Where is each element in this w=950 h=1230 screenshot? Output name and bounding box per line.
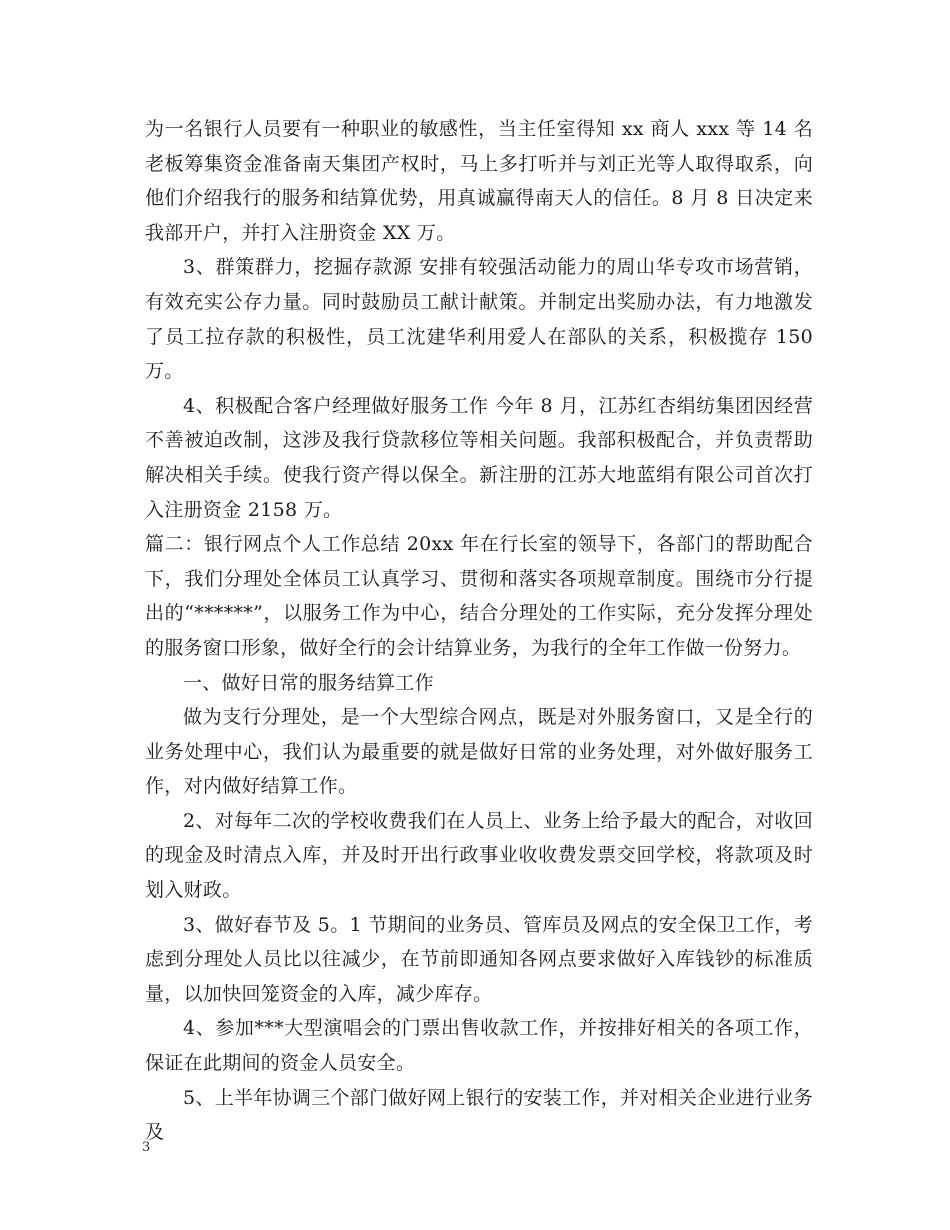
paragraph: 2、对每年二次的学校收费我们在人员上、业务上给予最大的配合，对收回的现金及时清点入库，并及时开出行政事业收收费发票交回学校，将款项及时划入财政。 <box>145 809 813 902</box>
paragraph: 做为支行分理处，是一个大型综合网点，既是对外服务窗口，又是全行的业务处理中心，我们认为最重要的就是做好日常的业务处理，对外做好服务工作，对内做好结算工作。 <box>145 706 813 798</box>
section-heading: 一、做好日常的服务结算工作 <box>183 671 434 694</box>
paragraph: 3、群策群力，挖掘存款源 安排有较强活动能力的周山华专攻市场营销，有效充实公存力量。同时鼓励员工献计献策。并制定出奖励办法，有力地激发了员工拉存款的积极性，员工沈建华利用爱人在部队的关系，积极揽存 150 万。 <box>145 256 813 383</box>
paragraph: 4、积极配合客户经理做好服务工作 今年 8 月，江苏红杏绢纺集团因经营不善被迫改制，这涉及我行贷款移位等相关问题。我部积极配合，并负责帮助解决相关手续。使我行资产得以保全。新注册的江苏大地蓝绢有限公司首次打入注册资金 2158 万。 <box>145 394 813 521</box>
page-number: 3 <box>142 1140 151 1155</box>
document-body <box>145 112 813 1150</box>
paragraph: 为一名银行人员要有一种职业的敏感性，当主任室得知 xx 商人 xxx 等 14 名老板筹集资金准备南天集团产权时，马上多打听并与刘正光等人取得取系，向他们介绍我行的服务和结算优势，用真诚赢得南天人的信任。8 月 8 日决定来我部开户，并打入注册资金 XX 万。 <box>145 118 813 244</box>
paragraph: 3、做好春节及 5。1 节期间的业务员、管库员及网点的安全保卫工作，考虑到分理处人员比以往减少，在节前即通知各网点要求做好入库钱钞的标准质量，以加快回笼资金的入库，减少库存。 <box>145 913 813 1005</box>
paragraph: 4、参加***大型演唱会的门票出售收款工作，并按排好相关的各项工作，保证在此期间的资金人员安全。 <box>145 1017 813 1075</box>
paragraph: 5、上半年协调三个部门做好网上银行的安装工作，并对相关企业进行业务及 <box>145 1086 813 1144</box>
paragraph: 篇二：银行网点个人工作总结 20xx 年在行长室的领导下，各部门的帮助配合下，我们分理处全体员工认真学习、贯彻和落实各项规章制度。围绕市分行提出的“******”，以服务工作为中心，结合分理处的工作实际，充分发挥分理处的服务窗口形象，做好全行的会计结算业务，为我行的全年工作做一份努力。 <box>145 533 813 659</box>
